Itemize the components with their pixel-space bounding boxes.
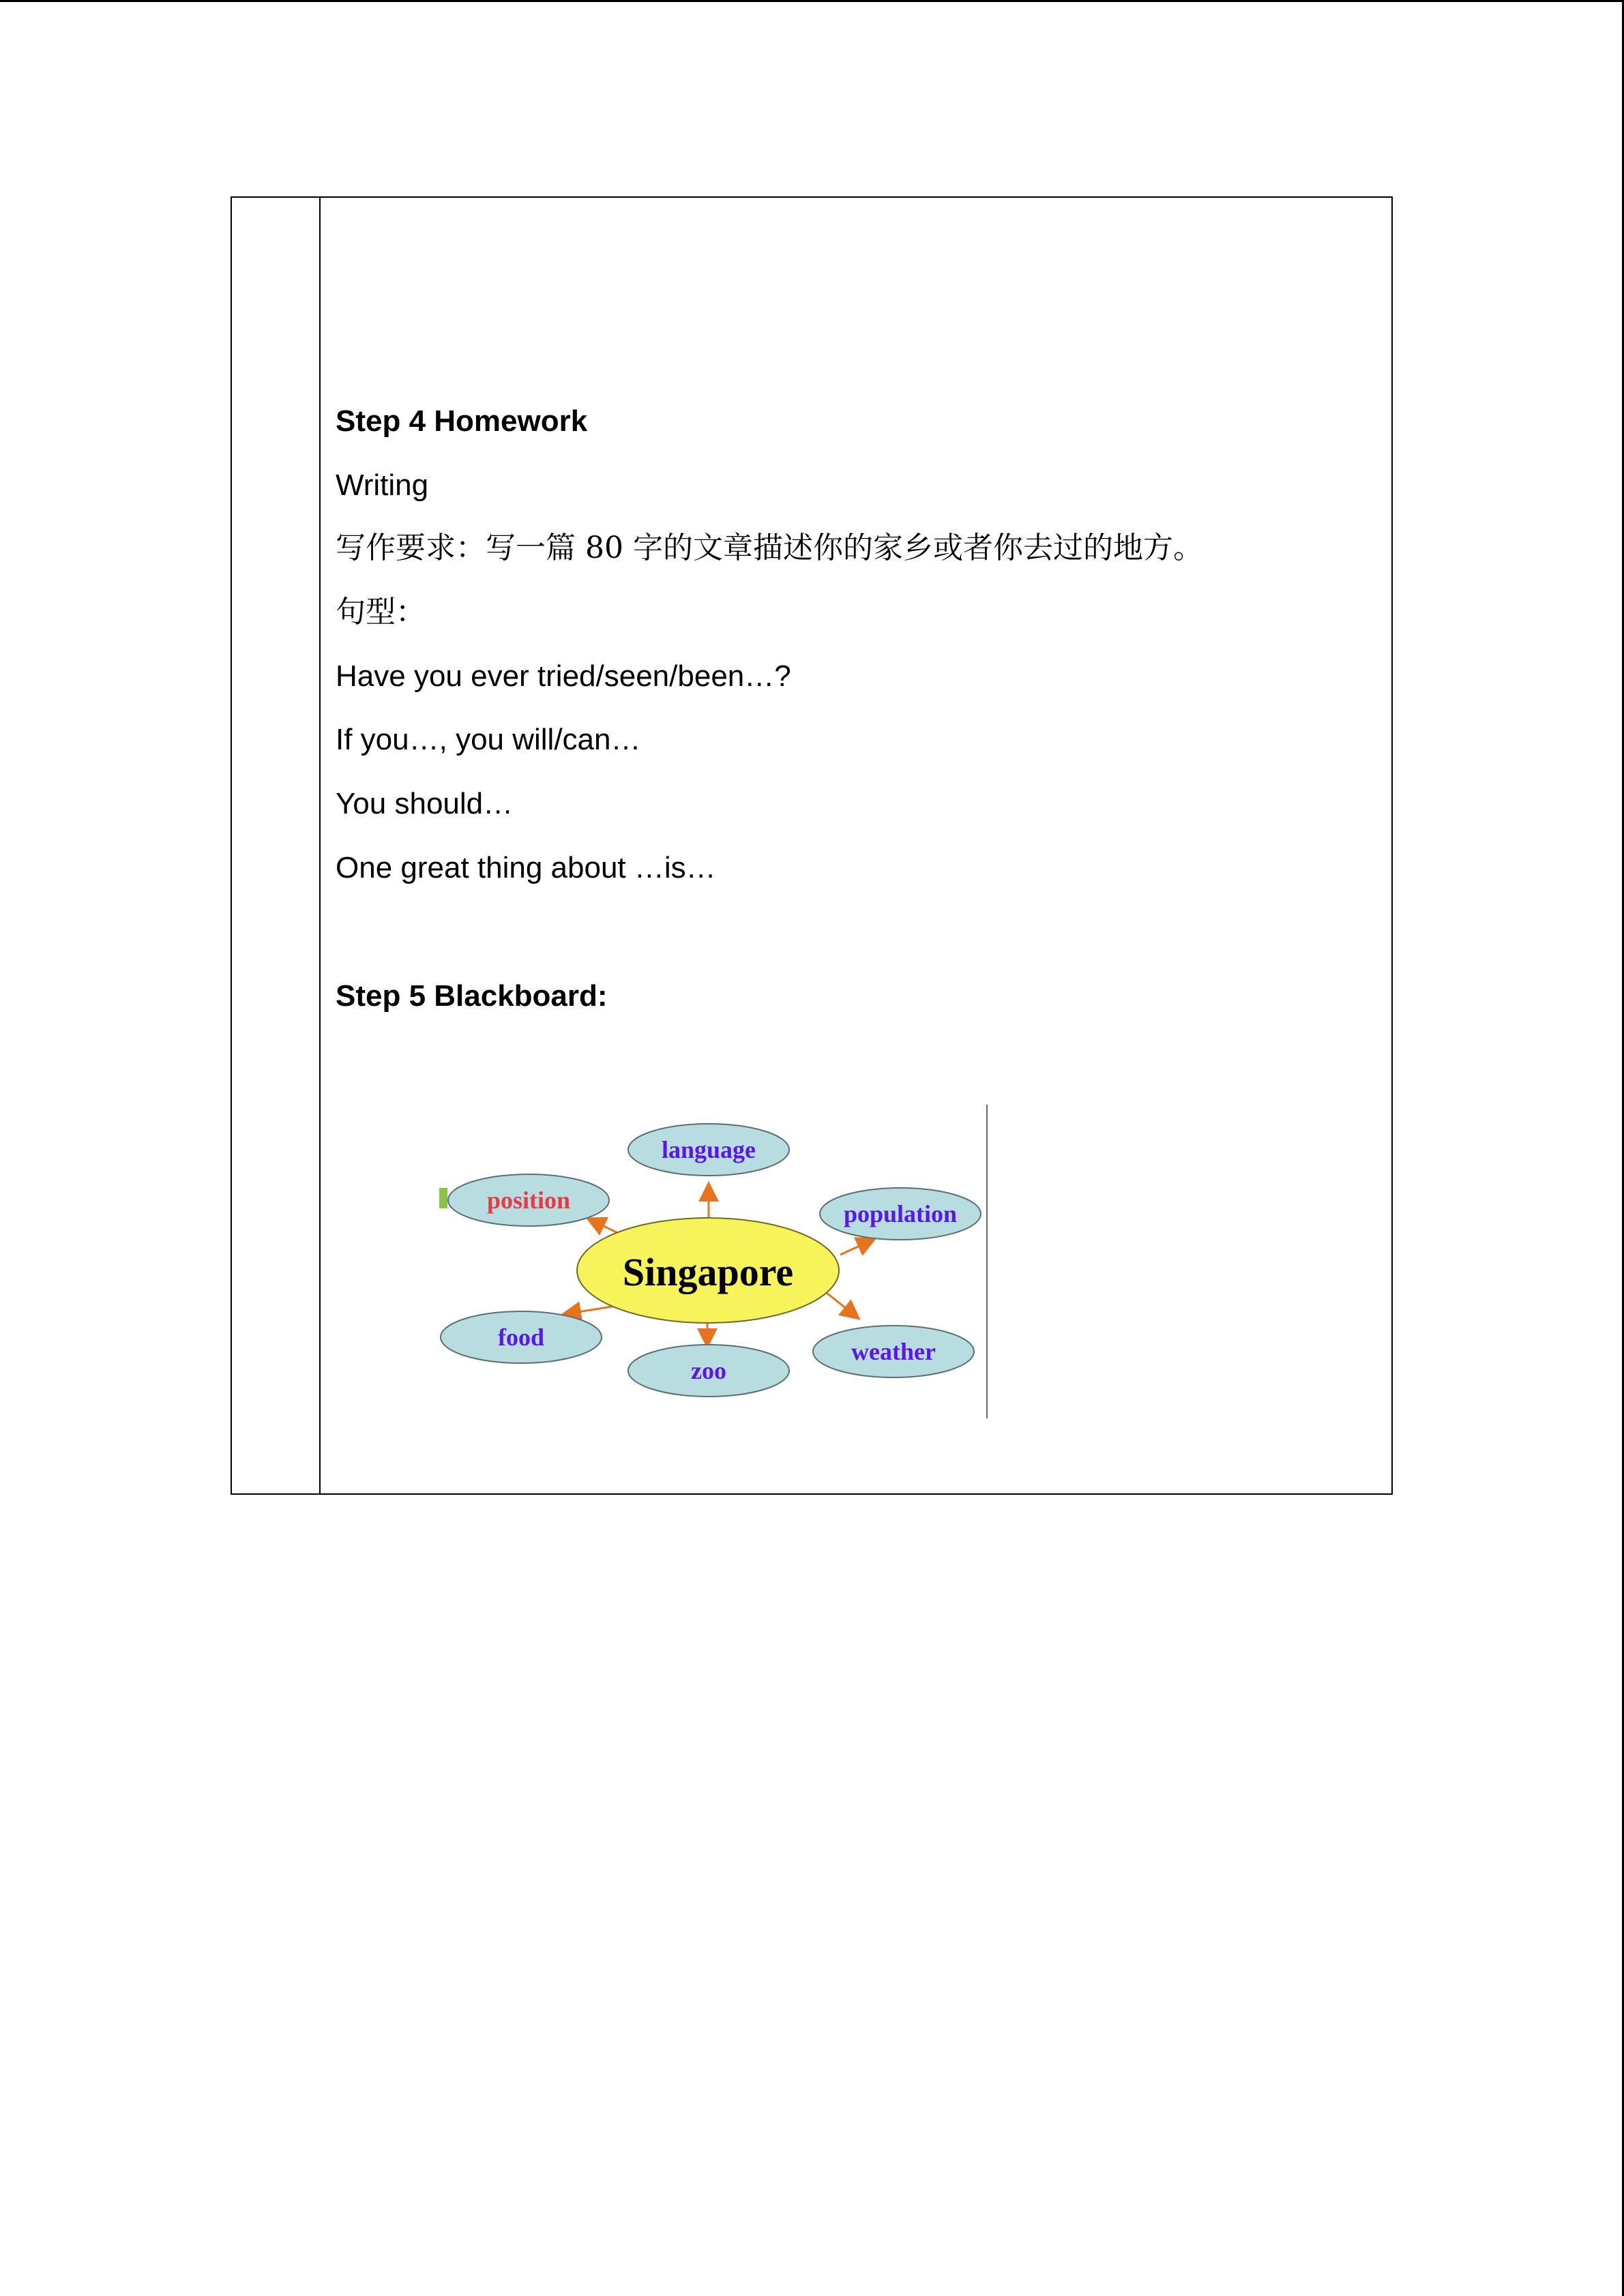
step4-heading: Step 4 Homework bbox=[336, 404, 588, 438]
writing-requirement: 写作要求：写一篇 80 字的文章描述你的家乡或者你去过的地方。 bbox=[336, 531, 1203, 565]
node-population bbox=[820, 1188, 981, 1240]
arrow-to-weather bbox=[827, 1293, 857, 1317]
lesson-plan-table bbox=[231, 196, 1393, 1495]
node-weather bbox=[813, 1326, 974, 1377]
table-content-cell bbox=[336, 198, 1378, 1493]
node-language bbox=[628, 1124, 789, 1176]
node-population-label: population bbox=[843, 1200, 958, 1227]
arrow-to-population bbox=[840, 1240, 873, 1255]
small-green-mark bbox=[439, 1188, 447, 1208]
node-position-label: position bbox=[486, 1187, 571, 1214]
sentence-pattern-label: 句型： bbox=[336, 595, 426, 629]
arrow-to-food bbox=[565, 1306, 617, 1314]
node-zoo-label: zoo bbox=[691, 1357, 726, 1384]
node-food-label: food bbox=[497, 1324, 545, 1351]
pattern-3: You should… bbox=[336, 787, 514, 820]
page-top-rule bbox=[0, 0, 1624, 2]
pattern-4: One great thing about …is… bbox=[336, 851, 716, 884]
node-zoo bbox=[628, 1345, 789, 1397]
table-left-column bbox=[232, 198, 321, 1493]
node-center-singapore bbox=[577, 1218, 839, 1323]
singapore-mindmap bbox=[438, 1105, 990, 1418]
node-weather-label: weather bbox=[851, 1338, 936, 1365]
step5-heading: Step 5 Blackboard: bbox=[336, 979, 608, 1013]
pattern-2: If you…, you will/can… bbox=[336, 723, 641, 756]
node-food bbox=[441, 1311, 602, 1363]
pattern-1: Have you ever tried/seen/been…? bbox=[336, 659, 791, 693]
writing-label: Writing bbox=[336, 468, 429, 502]
center-label: Singapore bbox=[622, 1250, 794, 1294]
node-position bbox=[448, 1174, 609, 1226]
node-language-label: language bbox=[661, 1136, 756, 1163]
